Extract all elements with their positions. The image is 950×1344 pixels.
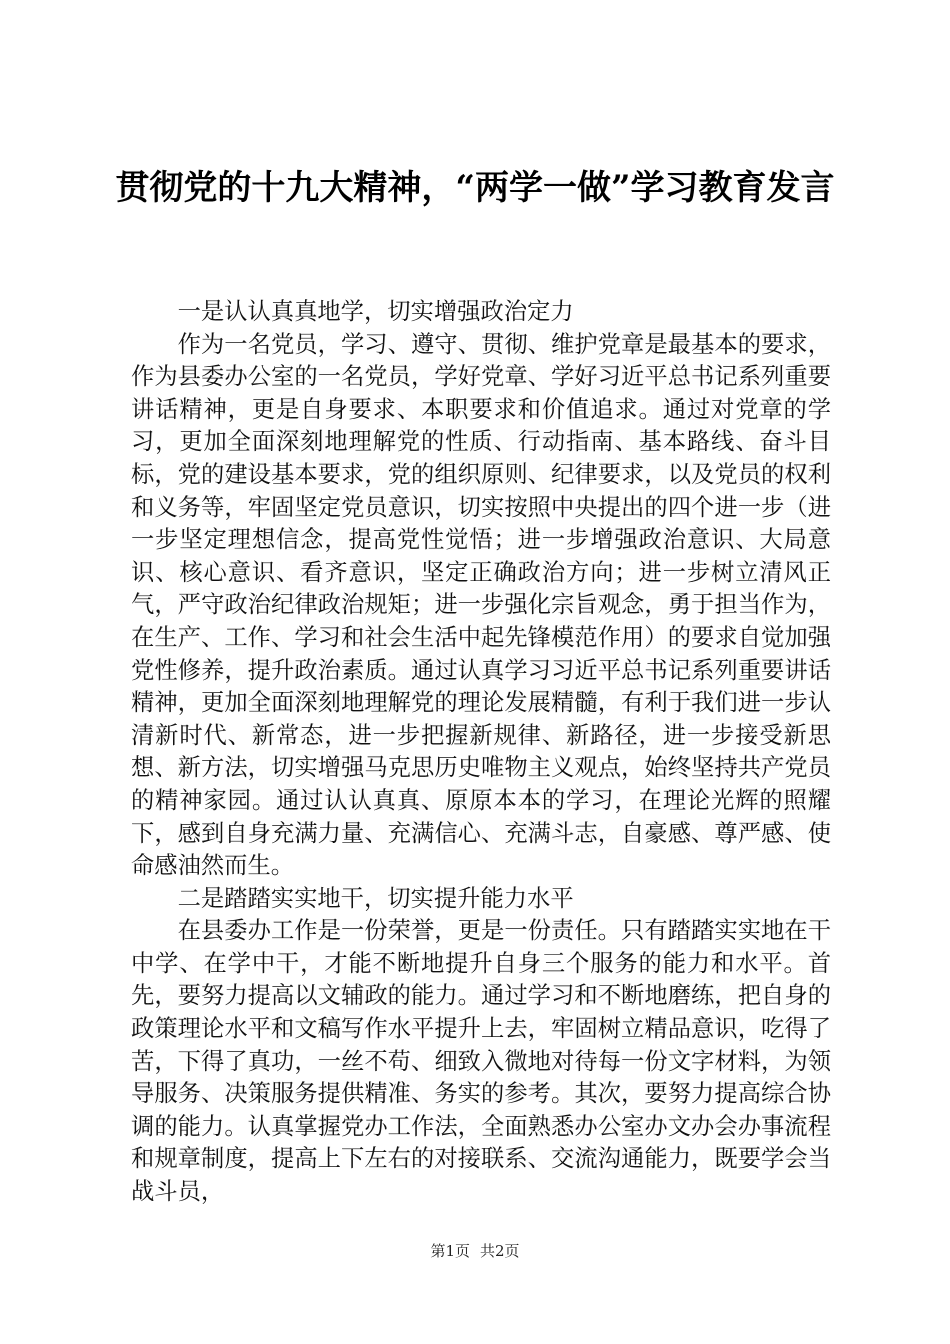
document-body: [131, 296, 831, 1209]
document-title: 贯彻党的十九大精神，“两学一做”学习教育发言: [115, 168, 835, 208]
body-paragraph-2: 在县委办工作是一份荣誉，更是一份责任。只有踏踏实实地在干中学、在学中干，才能不断地提升自身三个服务的能力和水平。首先，要努力提高以文辅政的能力。通过学习和不断地磨练，把自身的政策理论水平和文稿写作水平提升上去，牢固树立精品意识，吃得了苦，下得了真功，一丝不苟、细致入微地对待每一份文字材料，为领导服务、决策服务提供精准、务实的参考。其次，要努力提高综合协调的能力。认真掌握党办工作法，全面熟悉办公室办文办会办事流程和规章制度，提高上下左右的对接联系、交流沟通能力，既要学会当战斗员，: [131, 917, 831, 1206]
body-paragraph-1: 作为一名党员，学习、遵守、贯彻、维护党章是最基本的要求，作为县委办公室的一名党员，学好党章、学好习近平总书记系列重要讲话精神，更是自身要求、本职要求和价值追求。通过对党章的学习，更加全面深刻地理解党的性质、行动指南、基本路线、奋斗目标，党的建设基本要求，党的组织原则、纪律要求，以及党员的权利和义务等，牢固坚定党员意识，切实按照中央提出的四个进一步（进一步坚定理想信念，提高党性觉悟；进一步增强政治意识、大局意识、核心意识、看齐意识，坚定正确政治方向；进一步树立清风正气，严守政治纪律政治规矩；进一步强化宗旨观念，勇于担当作为，在生产、工作、学习和社会生活中起先锋模范作用）的要求自觉加强党性修养，提升政治素质。通过认真学习习近平总书记系列重要讲话精神，更加全面深刻地理解党的理论发展精髓，有利于我们进一步认清新时代、新常态，进一步把握新规律、新路径，进一步接受新思想、新方法，切实增强马克思历史唯物主义观点，始终坚持共产党员的精神家园。通过认认真真、原原本本的学习，在理论光辉的照耀下，感到自身充满力量、充满信心、充满斗志，自豪感、尊严感、使命感油然而生。: [131, 330, 831, 880]
page-footer: [0, 1241, 950, 1261]
page-total: 共2页: [480, 1242, 520, 1260]
section-heading-2: 二是踏踏实实地干，切实提升能力水平: [177, 884, 574, 912]
section-heading-1: 一是认认真真地学，切实增强政治定力: [177, 298, 574, 325]
page-number: 第1页: [430, 1242, 470, 1260]
